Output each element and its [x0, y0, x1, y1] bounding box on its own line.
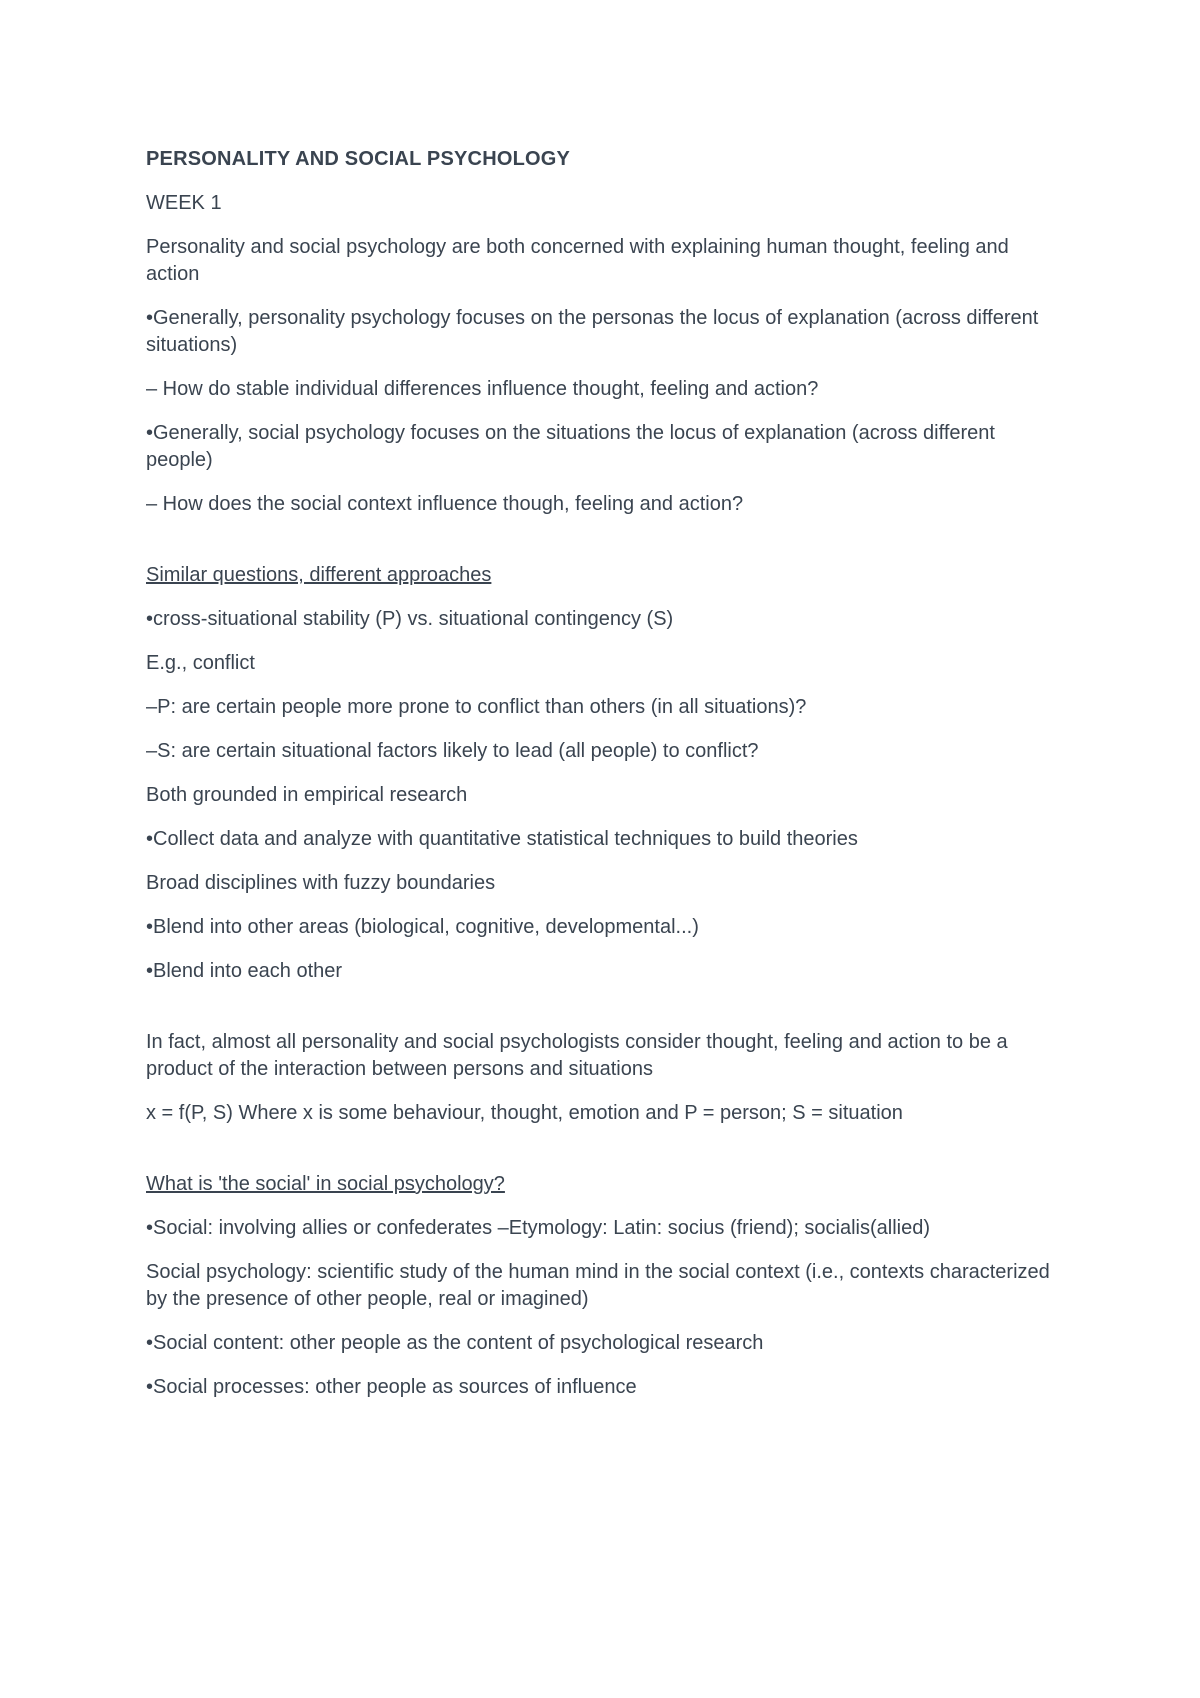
bullet-stability-contingency: •cross-situational stability (P) vs. situational contingency (S) — [146, 608, 674, 630]
dash-p-question: –P: are certain people more prone to conflict than others (in all situations)? — [146, 696, 807, 718]
bullet-social-processes: •Social processes: other people as sources of influence — [146, 1376, 637, 1398]
dash-personality-question: – How do stable individual differences influence thought, feeling and action? — [146, 378, 819, 400]
bullet-social-content: •Social content: other people as the content of psychological research — [146, 1332, 764, 1354]
dash-s-question: –S: are certain situational factors likely to lead (all people) to conflict? — [146, 740, 759, 762]
bullet-collect-data: •Collect data and analyze with quantitative statistical techniques to build theories — [146, 828, 858, 850]
social-psychology-definition: Social psychology: scientific study of the human mind in the social context (i.e., contexts characterized by the presence of other people, real or imagined) — [146, 1261, 1050, 1310]
interaction-paragraph: In fact, almost all personality and social psychologists consider thought, feeling and action to be a product of the interaction between persons and situations — [146, 1031, 1008, 1080]
document-title: PERSONALITY AND SOCIAL PSYCHOLOGY — [146, 148, 571, 170]
broad-disciplines: Broad disciplines with fuzzy boundaries — [146, 872, 496, 894]
dash-social-question: – How does the social context influence though, feeling and action? — [146, 493, 744, 515]
section-heading-social: What is 'the social' in social psychology? — [146, 1173, 505, 1195]
bullet-personality-focus: •Generally, personality psychology focuses on the personas the locus of explanation (across different situations) — [146, 307, 1039, 356]
intro-paragraph: Personality and social psychology are both concerned with explaining human thought, feeling and action — [146, 236, 1009, 285]
empirical-research: Both grounded in empirical research — [146, 784, 468, 806]
document-body — [146, 146, 1066, 1418]
bullet-social-definition: •Social: involving allies or confederates –Etymology: Latin: socius (friend); socialis(allied) — [146, 1217, 931, 1239]
section-spacer — [146, 535, 1066, 562]
example-conflict: E.g., conflict — [146, 652, 255, 674]
formula-line: x = f(P, S) Where x is some behaviour, thought, emotion and P = person; S = situation — [146, 1102, 903, 1124]
bullet-blend-areas: •Blend into other areas (biological, cognitive, developmental...) — [146, 916, 699, 938]
section-heading-approaches: Similar questions, different approaches — [146, 564, 492, 586]
section-spacer — [146, 1002, 1066, 1029]
bullet-blend-each-other: •Blend into each other — [146, 960, 343, 982]
week-label: WEEK 1 — [146, 192, 222, 214]
bullet-social-focus: •Generally, social psychology focuses on the situations the locus of explanation (across different people) — [146, 422, 995, 471]
section-spacer — [146, 1144, 1066, 1171]
